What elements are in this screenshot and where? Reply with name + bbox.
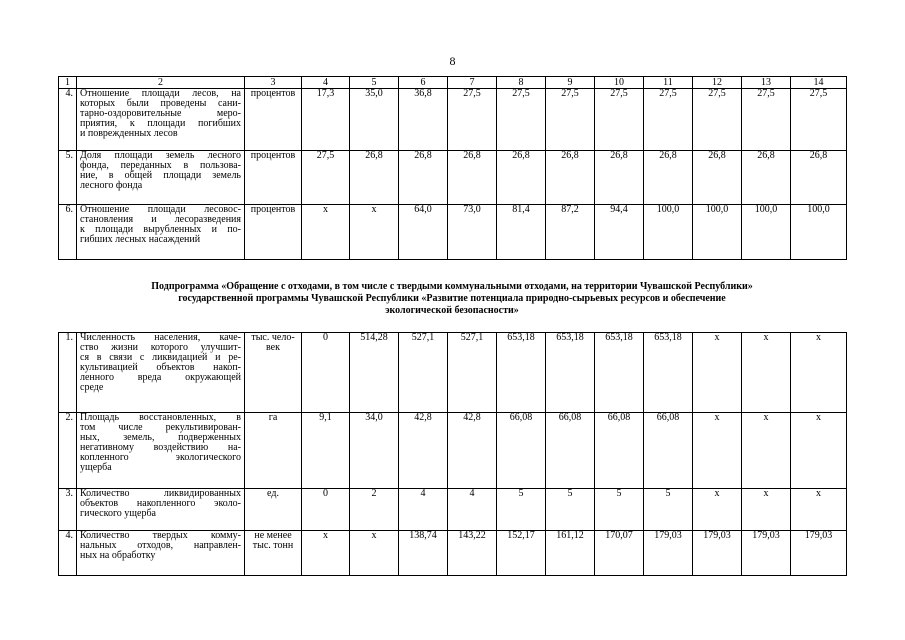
indicator-name-line: ленного вреда окружающей [80,372,241,383]
value-cell: 100,0 [693,205,742,260]
value-cell: 26,8 [693,151,742,205]
indicator-name-line: ся в связи с ликвидацией и ре- [80,352,241,363]
value-cell: 66,08 [644,413,693,489]
value-cell: 26,8 [791,151,847,205]
value-cell: х [693,413,742,489]
value-cell: 653,18 [497,333,546,413]
value-cell: 27,5 [302,151,350,205]
indicator-name-line: ных на обработку [80,550,156,561]
value-cell: 26,8 [399,151,448,205]
value-cell: 26,8 [497,151,546,205]
table-row [59,151,847,205]
value-cell: 34,0 [350,413,399,489]
value-cell: 653,18 [546,333,595,413]
value-cell: 26,8 [546,151,595,205]
indicator-name-line: к площади вырубленных и по- [80,224,241,235]
indicator-name-line: культивацией объектов накоп- [80,362,241,373]
value-cell: 179,03 [742,531,791,576]
column-number: 10 [595,77,644,89]
indicator-name-line: ство жизни которого улучшит- [80,342,241,353]
column-number: 7 [448,77,497,89]
value-cell: 5 [497,489,546,531]
table-row [59,413,847,489]
unit [245,413,302,489]
indicator-name-line: становления и лесоразведения [80,214,241,225]
value-cell: 161,12 [546,531,595,576]
indicator-name-line: Количество ликвидированных [80,488,241,499]
indicator-name-line: лесного фонда [80,180,143,191]
value-cell: 9,1 [302,413,350,489]
value-cell: х [742,333,791,413]
indicator-name-line: ние, в общей площади земель [80,170,241,181]
column-number: 3 [245,77,302,89]
indicator-name-line: том числе рекультивирован- [80,422,241,433]
value-cell: 5 [546,489,595,531]
value-cell: 26,8 [350,151,399,205]
value-cell: 27,5 [546,89,595,151]
unit [245,531,302,576]
indicator-name-line: приятия, к площади погибших [80,118,241,129]
value-cell: 179,03 [791,531,847,576]
column-number: 9 [546,77,595,89]
table-row [59,205,847,260]
unit-line: тыс. тонн [252,540,294,551]
indicators-table-waste [58,332,847,576]
column-number: 13 [742,77,791,89]
value-cell: 26,8 [448,151,497,205]
value-cell: 4 [448,489,497,531]
value-cell: 527,1 [399,333,448,413]
indicator-name-line: Доля площади земель лесного [80,150,241,161]
value-cell: 5 [595,489,644,531]
value-cell: 653,18 [644,333,693,413]
value-cell: 94,4 [595,205,644,260]
indicator-name [77,333,245,413]
value-cell: 27,5 [742,89,791,151]
value-cell: 27,5 [595,89,644,151]
column-number: 5 [350,77,399,89]
unit [245,205,302,260]
value-cell: 26,8 [595,151,644,205]
indicator-name-line: Отношение площади лесов, на [80,88,241,99]
value-cell: х [350,205,399,260]
indicator-name [77,151,245,205]
indicator-name-line: копленного экологического [80,452,241,463]
unit [245,89,302,151]
value-cell: 66,08 [595,413,644,489]
value-cell: 179,03 [693,531,742,576]
value-cell: 170,07 [595,531,644,576]
indicator-name [77,489,245,531]
subprogram-title-line: Подпрограмма «Обращение с отходами, в том числе с твердыми коммунальными отходами, на территории Чувашской Республики» [151,281,753,292]
value-cell: х [693,489,742,531]
column-number: 12 [693,77,742,89]
unit-line: тыс. чело- [251,332,295,343]
value-cell: 26,8 [742,151,791,205]
value-cell: 17,3 [302,89,350,151]
value-cell: 64,0 [399,205,448,260]
unit [245,333,302,413]
value-cell: 81,4 [497,205,546,260]
column-number-row [59,77,847,89]
indicator-name-line: Площадь восстановленных, в [80,412,241,423]
indicator-name-line: Количество твердых комму- [80,530,241,541]
value-cell: 179,03 [644,531,693,576]
value-cell: 27,5 [791,89,847,151]
value-cell: 138,74 [399,531,448,576]
column-number: 2 [77,77,245,89]
unit-line: процентов [250,150,296,161]
indicators-table-forestry [58,76,847,260]
indicator-name [77,205,245,260]
indicator-name [77,89,245,151]
indicator-name [77,413,245,489]
value-cell: 143,22 [448,531,497,576]
column-number: 14 [791,77,847,89]
value-cell: 0 [302,489,350,531]
value-cell: 87,2 [546,205,595,260]
indicator-name-line: Отношение площади лесовос- [80,204,241,215]
value-cell: х [350,531,399,576]
indicator-name-line: среде [80,382,104,393]
table-row [59,333,847,413]
value-cell: 100,0 [644,205,693,260]
table-row [59,531,847,576]
indicator-name [77,531,245,576]
subprogram-title [58,281,846,317]
indicator-name-line: и поврежденных лесов [80,128,178,139]
value-cell: х [302,531,350,576]
indicator-name-line: ущерба [80,462,112,473]
row-number: 6. [59,205,77,260]
subprogram-title-line: экологической безопасности» [385,305,519,316]
table-row [59,89,847,151]
row-number: 1. [59,333,77,413]
unit [245,151,302,205]
value-cell: 27,5 [497,89,546,151]
value-cell: 2 [350,489,399,531]
value-cell: х [302,205,350,260]
indicator-name-line: негативному воздействию на- [80,442,241,453]
unit-line: век [266,342,280,353]
page-number: 8 [449,54,456,68]
value-cell: 42,8 [399,413,448,489]
unit-line: процентов [250,88,296,99]
value-cell: 152,17 [497,531,546,576]
value-cell: х [791,489,847,531]
indicator-name-line: объектов накопленного эколо- [80,498,241,509]
value-cell: х [742,489,791,531]
row-number: 2. [59,413,77,489]
value-cell: 527,1 [448,333,497,413]
value-cell: 514,28 [350,333,399,413]
column-number: 11 [644,77,693,89]
indicator-name-line: фонда, переданных в пользова- [80,160,241,171]
column-number: 6 [399,77,448,89]
unit-line: ед. [267,488,279,499]
value-cell: 66,08 [546,413,595,489]
unit [245,489,302,531]
unit-line: процентов [250,204,296,215]
indicator-name-line: тарно-оздоровительные меро- [80,108,241,119]
value-cell: 27,5 [644,89,693,151]
value-cell: 26,8 [644,151,693,205]
subprogram-title-line: государственной программы Чувашской Республики «Развитие потенциала природно-сырьевых ресурсов и обеспечение [178,293,726,304]
value-cell: х [791,333,847,413]
indicator-name-line: нальных отходов, направлен- [80,540,241,551]
value-cell: х [791,413,847,489]
indicator-name-line: ных, земель, подверженных [80,432,241,443]
value-cell: х [742,413,791,489]
value-cell: 100,0 [791,205,847,260]
indicator-name-line: которых были проведены сани- [80,98,241,109]
indicator-name-line: Численность населения, каче- [80,332,241,343]
row-number: 4. [59,531,77,576]
value-cell: х [693,333,742,413]
value-cell: 66,08 [497,413,546,489]
value-cell: 5 [644,489,693,531]
value-cell: 653,18 [595,333,644,413]
unit-line: не менее [254,530,292,541]
column-number: 1 [59,77,77,89]
indicator-name-line: гибших лесных насаждений [80,234,201,245]
row-number: 5. [59,151,77,205]
value-cell: 42,8 [448,413,497,489]
value-cell: 73,0 [448,205,497,260]
value-cell: 36,8 [399,89,448,151]
value-cell: 35,0 [350,89,399,151]
value-cell: 27,5 [448,89,497,151]
indicator-name-line: гического ущерба [80,508,156,519]
unit-line: га [268,412,278,423]
table-row [59,489,847,531]
column-number: 4 [302,77,350,89]
value-cell: 4 [399,489,448,531]
row-number: 4. [59,89,77,151]
value-cell: 27,5 [693,89,742,151]
row-number: 3. [59,489,77,531]
value-cell: 100,0 [742,205,791,260]
value-cell: 0 [302,333,350,413]
column-number: 8 [497,77,546,89]
